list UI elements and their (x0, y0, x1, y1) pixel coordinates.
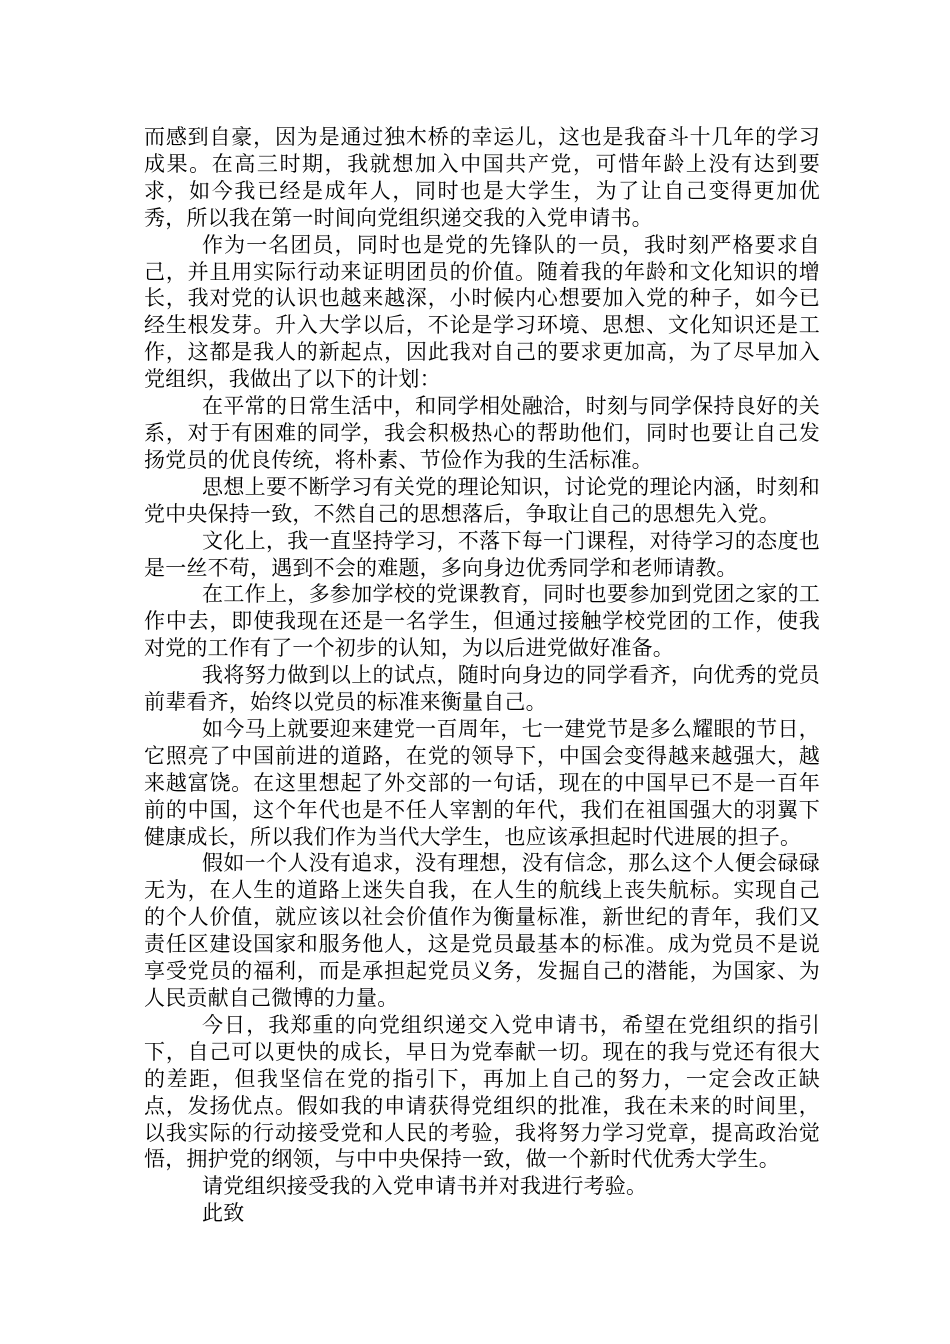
paragraph-7: 我将努力做到以上的试点，随时向身边的同学看齐，向优秀的党员前辈看齐，始终以党员的标准来衡量自己。 (144, 663, 820, 715)
paragraph-4: 思想上要不断学习有关党的理论知识，讨论党的理论内涵，时刻和党中央保持一致，不然自己的思想落后，争取让自己的思想先入党。 (144, 474, 820, 526)
paragraph-8: 如今马上就要迎来建党一百周年，七一建党节是多么耀眼的节日，它照亮了中国前进的道路，在党的领导下，中国会变得越来越强大，越来越富饶。在这里想起了外交部的一句话，现在的中国早已不是一百年前的中国，这个年代也是不任人宰割的年代，我们在祖国强大的羽翼下健康成长，所以我们作为当代大学生，也应该承担起时代进展的担子。 (144, 716, 820, 849)
paragraph-9: 假如一个人没有追求，没有理想，没有信念，那么这个人便会碌碌无为，在人生的道路上迷失自我，在人生的航线上丧失航标。实现自己的个人价值，就应该以社会价值作为衡量标准，新世纪的青年，我们又责任区建设国家和服务他人，这是党员最基本的标准。成为党员不是说享受党员的福利，而是承担起党员义务，发掘自己的潜能，为国家、为人民贡献自己微博的力量。 (144, 851, 820, 1010)
paragraph-10: 今日，我郑重的向党组织递交入党申请书，希望在党组织的指引下，自己可以更快的成长，早日为党奉献一切。现在的我与党还有很大的差距，但我坚信在党的指引下，再加上自己的努力，一定会改正缺点，发扬优点。假如我的申请获得党组织的批准，我在未来的时间里，以我实际的行动接受党和人民的考验，我将努力学习党章，提高政治觉悟，拥护党的纲领，与中中央保持一致，做一个新时代优秀大学生。 (144, 1012, 820, 1172)
paragraph-5: 文化上，我一直坚持学习，不落下每一门课程，对待学习的态度也是一丝不苟，遇到不会的难题，多向身边优秀同学和老师请教。 (144, 528, 820, 580)
paragraph-6: 在工作上，多参加学校的党课教育，同时也要参加到党团之家的工作中去，即使我现在还是一名学生，但通过接触学校党团的工作，使我对党的工作有了一个初步的认知，为以后进党做好准备。 (144, 582, 820, 661)
paragraph-3: 在平常的日常生活中，和同学相处融洽，时刻与同学保持良好的关系，对于有困难的同学，我会积极热心的帮助他们，同时也要让自己发扬党员的优良传统，将朴素、节俭作为我的生活标准。 (144, 394, 820, 472)
paragraph-2: 作为一名团员，同时也是党的先锋队的一员，我时刻严格要求自己，并且用实际行动来证明团员的价值。随着我的年龄和文化知识的增长，我对党的认识也越来越深，小时候内心想要加入党的种子，如今已经生根发芽。升入大学以后，不论是学习环境、思想、文化知识还是工作，这都是我人的新起点，因此我对自己的要求更加高，为了尽早加入党组织，我做出了以下的计划： (144, 232, 820, 392)
document-body (144, 124, 820, 1227)
closing-salutation: 此致 (202, 1201, 245, 1226)
paragraph-11: 请党组织接受我的入党申请书并对我进行考验。 (202, 1174, 648, 1199)
paragraph-1: 而感到自豪，因为是通过独木桥的幸运儿，这也是我奋斗十几年的学习成果。在高三时期，我就想加入中国共产党，可惜年龄上没有达到要求，如今我已经是成年人，同时也是大学生，为了让自己变得更加优秀，所以我在第一时间向党组织递交我的入党申请书。 (144, 125, 820, 230)
